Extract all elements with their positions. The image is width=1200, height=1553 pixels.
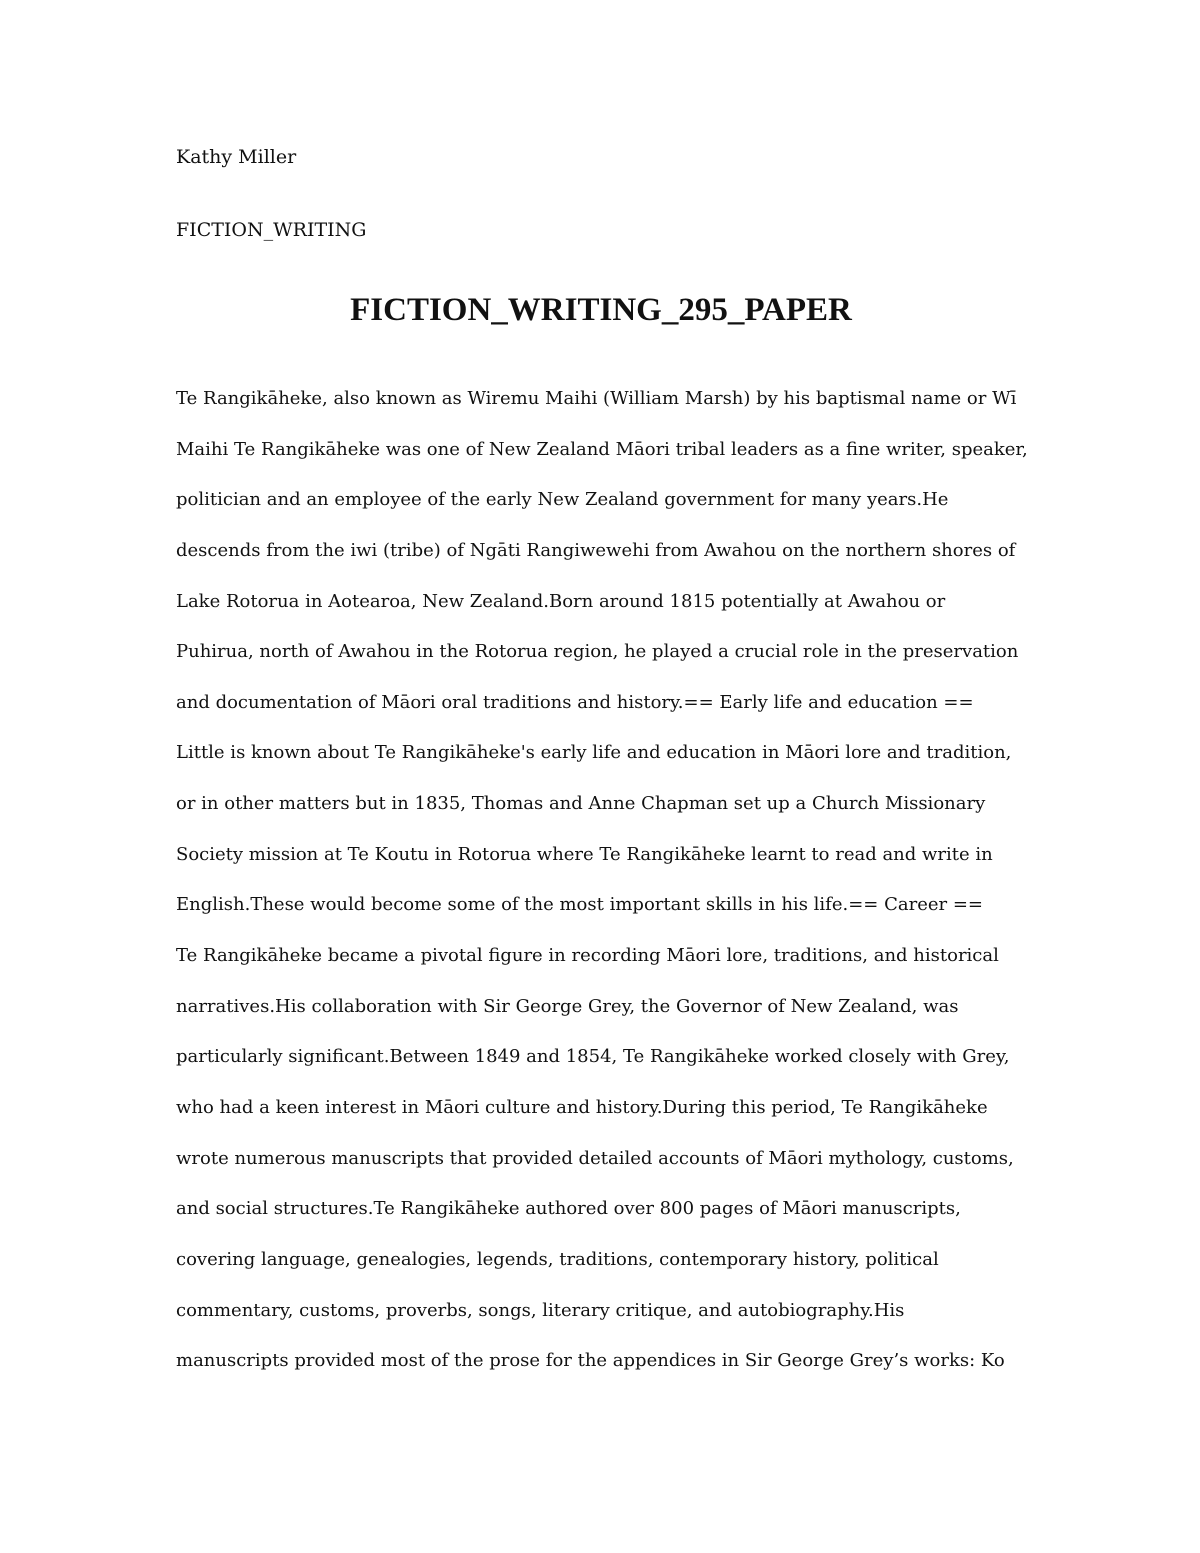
body-line: descends from the iwi (tribe) of Ngāti Rangiwewehi from Awahou on the northern shores of — [176, 539, 1016, 561]
body-line: Little is known about Te Rangikāheke's early life and education in Māori lore and tradition, — [176, 742, 1012, 764]
body-text — [176, 383, 1036, 1396]
body-line: Te Rangikāheke, also known as Wiremu Maihi (William Marsh) by his baptismal name or Wī — [176, 388, 1017, 409]
body-line: particularly significant.Between 1849 and 1854, Te Rangikāheke worked closely with Grey, — [176, 1046, 1010, 1068]
body-line: politician and an employee of the early New Zealand government for many years.He — [176, 489, 949, 511]
body-line: Te Rangikāheke became a pivotal figure in recording Māori lore, traditions, and historical — [176, 945, 999, 967]
paper-title: FICTION_WRITING_295_PAPER — [350, 292, 852, 328]
body-line: and social structures.Te Rangikāheke authored over 800 pages of Māori manuscripts, — [176, 1198, 961, 1220]
body-line: Society mission at Te Koutu in Rotorua where Te Rangikāheke learnt to read and write in — [176, 843, 993, 865]
body-line: covering language, genealogies, legends, traditions, contemporary history, political — [176, 1248, 939, 1270]
course-name: FICTION_WRITING — [176, 219, 367, 241]
body-line: narratives.His collaboration with Sir George Grey, the Governor of New Zealand, was — [176, 995, 959, 1017]
author-name: Kathy Miller — [176, 146, 297, 168]
body-line: wrote numerous manuscripts that provided detailed accounts of Māori mythology, customs, — [176, 1147, 1014, 1169]
body-line: or in other matters but in 1835, Thomas and Anne Chapman set up a Church Missionary — [176, 793, 986, 815]
body-line: who had a keen interest in Māori culture and history.During this period, Te Rangikāheke — [176, 1096, 988, 1118]
body-line: English.These would become some of the most important skills in his life.== Career == — [176, 894, 983, 916]
body-line: Puhirua, north of Awahou in the Rotorua region, he played a crucial role in the preservation — [176, 641, 1019, 663]
body-line: Lake Rotorua in Aotearoa, New Zealand.Born around 1815 potentially at Awahou or — [176, 590, 946, 612]
body-line: manuscripts provided most of the prose for the appendices in Sir George Grey’s works: Ko — [176, 1350, 1005, 1372]
body-line: commentary, customs, proverbs, songs, literary critique, and autobiography.His — [176, 1299, 905, 1321]
body-line: Maihi Te Rangikāheke was one of New Zealand Māori tribal leaders as a fine writer, speaker, — [176, 438, 1028, 460]
body-line: and documentation of Māori oral traditions and history.== Early life and education == — [176, 691, 974, 713]
